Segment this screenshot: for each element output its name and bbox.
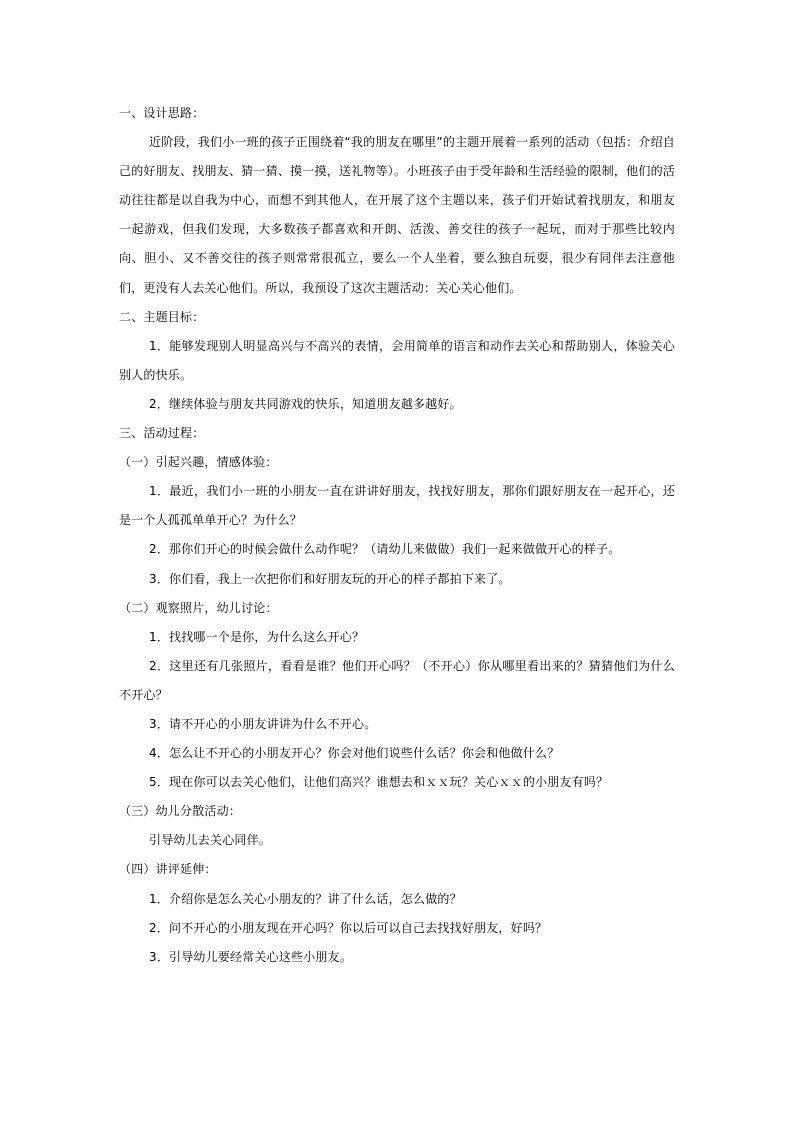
process-item: 3．请不开心的小朋友讲讲为什么不开心。	[149, 716, 377, 731]
process-item: 4．怎么让不开心的小朋友开心？你会对他们说些什么话？你会和他做什么？	[149, 746, 560, 761]
goal-item: 1．能够发现别人明显高兴与不高兴的表情，会用简单的语言和动作去关心和帮助别人，体验关心别人的快乐。	[119, 338, 675, 382]
section-heading-goals: 二、主题目标：	[119, 309, 205, 324]
process-item: 1．介绍你是怎么关心小朋友的？讲了什么话，怎么做的？	[149, 891, 462, 906]
section-heading-design: 一、设计思路：	[119, 106, 205, 120]
section-heading-process: 三、活动过程：	[119, 426, 205, 441]
process-item: 3．你们看，我上一次把你们和好朋友玩的开心的样子都拍下来了。	[149, 571, 511, 586]
process-item: 2．这里还有几张照片，看看是谁？他们开心吗？（不开心）你从哪里看出来的？猜猜他们为什么不开心？	[119, 658, 675, 702]
process-item: 5．现在你可以去关心他们，让他们高兴？谁想去和ｘｘ玩？关心ｘｘ的小朋友有吗？	[149, 775, 609, 790]
process-item: 2．问不开心的小朋友现在开心吗？你以后可以自己去找找好朋友，好吗？	[149, 920, 548, 935]
process-item: 1．找找哪一个是你，为什么这么开心？	[149, 629, 365, 644]
process-item: 1．最近，我们小一班的小朋友一直在讲讲好朋友，找找好朋友，那你们跟好朋友在一起开心，还是一个人孤孤单单开心？为什么？	[119, 484, 675, 528]
subsection-heading-activity: （三）幼儿分散活动：	[119, 804, 242, 819]
process-item: 2．那你们开心的时候会做什么动作呢？（请幼儿来做做）我们一起来做做开心的样子。	[149, 542, 621, 557]
process-item: 3．引导幼儿要经常关心这些小朋友。	[149, 949, 353, 964]
subsection-heading-photos: （二）观察照片，幼儿讨论：	[119, 600, 278, 615]
document-page	[119, 99, 675, 972]
process-item: 引导幼儿去关心同伴。	[149, 833, 272, 848]
subsection-heading-interest: （一）引起兴趣，情感体验：	[119, 455, 278, 470]
subsection-heading-review: （四）讲评延伸：	[119, 862, 217, 877]
goal-item: 2．继续体验与朋友共同游戏的快乐，知道朋友越多越好。	[149, 396, 462, 411]
design-paragraph: 近阶段，我们小一班的孩子正围绕着“我的朋友在哪里”的主题开展着一系列的活动（包括：介绍自己的好朋友、找朋友、猜一猜、摸一摸，送礼物等）。小班孩子由于受年龄和生活经验的限制，他们的活动往往都是以自我为中心，而想不到其他人，在开展了这个主题以来，孩子们开始试着找朋友，和朋友一起游戏，但我们发现，大多数孩子都喜欢和开朗、活泼、善交往的孩子一起玩，而对于那些比较内向、胆小、又不善交往的孩子则常常很孤立，要么一个人坐着，要么独自玩耍，很少有同伴去注意他们，更没有人去关心他们。所以，我预设了这次主题活动：关心关心他们。	[119, 135, 675, 295]
